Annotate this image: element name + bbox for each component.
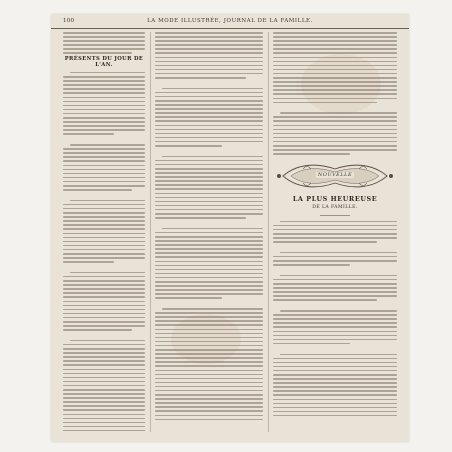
body-text-block — [273, 32, 397, 155]
column-left — [63, 32, 145, 432]
body-text-block — [273, 221, 397, 417]
body-text-block — [63, 72, 145, 432]
page-number: 100 — [63, 18, 75, 24]
column-rule — [150, 32, 151, 432]
column-rule — [268, 32, 269, 432]
vignette-label: NOUVELLE — [317, 171, 353, 178]
body-text-block — [63, 32, 145, 54]
newspaper-page — [51, 14, 409, 442]
column-middle — [155, 32, 263, 432]
title-divider — [320, 215, 350, 216]
nouvelle-vignette — [273, 161, 397, 191]
column-right — [273, 32, 397, 432]
story-subtitle: DE LA FAMILLE. — [312, 204, 358, 210]
running-title: LA MODE ILLUSTRÉE, JOURNAL DE LA FAMILLE. — [147, 18, 313, 24]
page-header — [51, 18, 409, 29]
body-text-block — [155, 32, 263, 420]
story-title: LA PLUS HEUREUSE — [292, 194, 378, 203]
section-heading: PRÉSENTS DU JOUR DE L'AN. — [64, 55, 144, 68]
